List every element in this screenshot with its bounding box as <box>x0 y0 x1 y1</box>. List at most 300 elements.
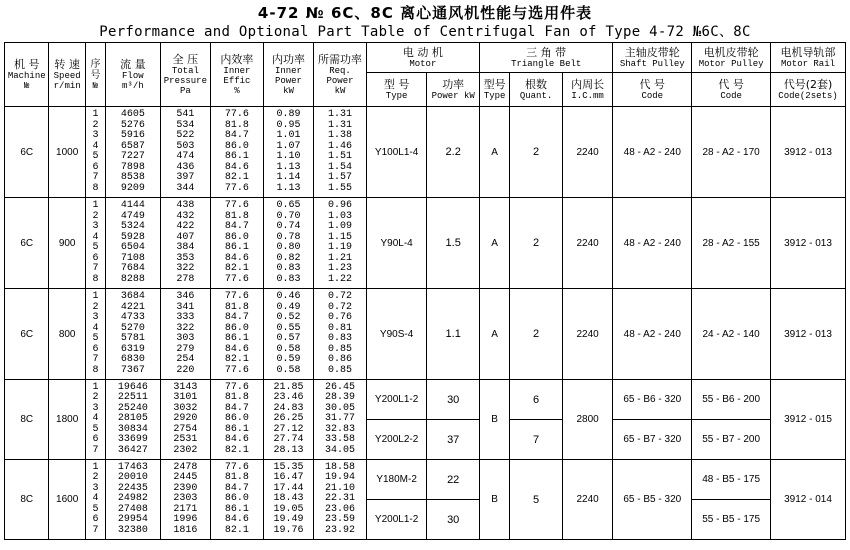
cell-line: 9209 <box>120 182 145 194</box>
req-power-cell <box>314 107 367 198</box>
cell-line: 7 <box>92 444 99 456</box>
belt-quant-cell: 2 <box>510 198 563 289</box>
cell-line: 0.85 <box>328 343 353 355</box>
cell-line: 1.31 <box>328 119 353 131</box>
cell-line: 27408 <box>117 503 148 515</box>
cell-line: 397 <box>176 172 195 183</box>
cell-line: 407 <box>176 231 195 243</box>
cell-line: 6 <box>92 514 99 526</box>
cell-line: 1.46 <box>328 140 353 152</box>
cell-line: 2445 <box>173 472 198 484</box>
cell-line: 1.19 <box>328 242 353 253</box>
cell-line: 28105 <box>117 413 148 425</box>
cell-line: 0.78 <box>276 231 301 243</box>
cell-line: 5916 <box>120 130 145 141</box>
cell-line: 30.05 <box>325 402 356 414</box>
req-power-cell <box>314 198 367 289</box>
cell-line: 1 <box>92 461 99 473</box>
speed-cell: 1600 <box>49 460 85 540</box>
belt-quant-cell: 5 <box>510 460 563 540</box>
cell-line: 4749 <box>120 210 145 222</box>
cell-line: 28.39 <box>325 392 356 404</box>
efficiency-cell <box>211 107 264 198</box>
cell-line: 82.1 <box>224 354 249 365</box>
belt-quant-cell: 6 <box>510 380 563 420</box>
motor-type-cell: Y90L-4 <box>366 198 427 289</box>
cell-line: 23.06 <box>325 503 356 515</box>
efficiency-cell <box>211 198 264 289</box>
cell-line: 2390 <box>173 482 198 494</box>
shaft-code-cell: 48 - A2 - 240 <box>613 289 692 380</box>
cell-line: 33.58 <box>325 434 356 446</box>
table-row-6c-1000 <box>5 107 846 198</box>
machine-cell: 6C <box>5 198 49 289</box>
cell-line: 7 <box>92 524 99 536</box>
cell-line: 5928 <box>120 231 145 243</box>
cell-line: 5 <box>92 333 99 344</box>
cell-line: 86.0 <box>224 493 249 505</box>
cell-line: 22.31 <box>325 493 356 505</box>
cell-line: 29954 <box>117 514 148 526</box>
cell-line: 1.14 <box>276 172 301 183</box>
cell-line: 0.52 <box>276 312 301 323</box>
header-belt-ic: 内周长 I.C.mm <box>562 73 613 107</box>
cell-line: 84.7 <box>224 402 249 414</box>
cell-line: 1.15 <box>328 231 353 243</box>
cell-line: 21.85 <box>273 381 304 393</box>
cell-line: 0.55 <box>276 322 301 334</box>
table-row-8c-1800 <box>5 380 846 420</box>
cell-line: 18.43 <box>273 493 304 505</box>
cell-line: 7108 <box>120 252 145 264</box>
rail-code-cell: 3912 - 013 <box>771 198 846 289</box>
motor-type-cell: Y100L1-4 <box>366 107 427 198</box>
speed-cell: 1000 <box>49 107 85 198</box>
header-belt-type: 型号 Type <box>479 73 509 107</box>
cell-line: 1.23 <box>328 263 353 274</box>
cell-line: 2754 <box>173 423 198 435</box>
cell-line: 4733 <box>120 312 145 323</box>
cell-line: 1 <box>92 109 99 120</box>
cell-line: 4 <box>92 231 99 243</box>
cell-line: 422 <box>176 221 195 232</box>
cell-line: 4605 <box>120 109 145 120</box>
motor-type-cell: Y200L2-2 <box>366 420 427 460</box>
belt-ic-cell: 2240 <box>562 198 613 289</box>
cell-line: 534 <box>176 119 195 131</box>
req-power-cell <box>314 460 367 540</box>
pressure-cell <box>160 380 211 460</box>
cell-line: 6 <box>92 343 99 355</box>
seq-cell <box>85 198 105 289</box>
motor-type-cell: Y90S-4 <box>366 289 427 380</box>
shaft-code-cell: 65 - B7 - 320 <box>613 420 692 460</box>
cell-line: 86.1 <box>224 242 249 253</box>
cell-line: 5276 <box>120 119 145 131</box>
cell-line: 31.77 <box>325 413 356 425</box>
efficiency-cell <box>211 289 264 380</box>
cell-line: 0.72 <box>328 291 353 302</box>
cell-line: 84.6 <box>224 161 249 173</box>
cell-line: 34.05 <box>325 444 356 456</box>
speed-cell: 1800 <box>49 380 85 460</box>
table-row-6c-800 <box>5 289 846 380</box>
belt-ic-cell: 2240 <box>562 460 613 540</box>
performance-table <box>4 42 846 540</box>
cell-line: 81.8 <box>224 301 249 313</box>
cell-line: 8288 <box>120 273 145 285</box>
seq-cell <box>85 460 105 540</box>
cell-line: 86.1 <box>224 333 249 344</box>
cell-line: 77.6 <box>224 109 249 120</box>
motor-type-cell: Y180M-2 <box>366 460 427 500</box>
cell-line: 18.58 <box>325 461 356 473</box>
cell-line: 322 <box>176 263 195 274</box>
cell-line: 6504 <box>120 242 145 253</box>
cell-line: 1.31 <box>328 109 353 120</box>
cell-line: 5324 <box>120 221 145 232</box>
cell-line: 0.49 <box>276 301 301 313</box>
machine-cell: 6C <box>5 289 49 380</box>
speed-cell: 800 <box>49 289 85 380</box>
rail-code-cell: 3912 - 013 <box>771 107 846 198</box>
cell-line: 77.6 <box>224 200 249 211</box>
cell-line: 254 <box>176 354 195 365</box>
cell-line: 22511 <box>117 392 148 404</box>
belt-type-cell: A <box>479 107 509 198</box>
cell-line: 86.0 <box>224 413 249 425</box>
pressure-cell <box>160 198 211 289</box>
cell-line: 4 <box>92 413 99 425</box>
motor-power-cell: 1.1 <box>427 289 480 380</box>
motor-power-cell: 37 <box>427 420 480 460</box>
cell-line: 86.1 <box>224 151 249 162</box>
cell-line: 474 <box>176 151 195 162</box>
belt-type-cell: A <box>479 198 509 289</box>
shaft-code-cell: 48 - A2 - 240 <box>613 198 692 289</box>
header-motor-pulley: 电机皮带轮 Motor Pulley <box>692 43 771 73</box>
cell-line: 7898 <box>120 161 145 173</box>
flow-cell <box>106 198 161 289</box>
cell-line: 23.59 <box>325 514 356 526</box>
pressure-cell <box>160 460 211 540</box>
header-pressure: 全 压 Total Pressure Pa <box>160 43 211 107</box>
cell-line: 21.10 <box>325 482 356 494</box>
cell-line: 27.74 <box>273 434 304 446</box>
cell-line: 22435 <box>117 482 148 494</box>
cell-line: 86.0 <box>224 231 249 243</box>
flow-cell <box>106 289 161 380</box>
cell-line: 8538 <box>120 172 145 183</box>
cell-line: 3 <box>92 221 99 232</box>
header-shaft-pulley: 主轴皮带轮 Shaft Pulley <box>613 43 692 73</box>
cell-line: 25240 <box>117 402 148 414</box>
cell-line: 84.6 <box>224 434 249 446</box>
cell-line: 77.6 <box>224 291 249 302</box>
cell-line: 1 <box>92 291 99 302</box>
shaft-code-cell: 65 - B5 - 320 <box>613 460 692 540</box>
cell-line: 1.55 <box>328 182 353 194</box>
inner-power-cell <box>263 380 314 460</box>
cell-line: 0.95 <box>276 119 301 131</box>
cell-line: 4144 <box>120 200 145 211</box>
cell-line: 0.70 <box>276 210 301 222</box>
cell-line: 0.80 <box>276 242 301 253</box>
inner-power-cell <box>263 107 314 198</box>
belt-type-cell: B <box>479 380 509 460</box>
cell-line: 0.59 <box>276 354 301 365</box>
belt-ic-cell: 2240 <box>562 107 613 198</box>
motor-code-cell: 28 - A2 - 155 <box>692 198 771 289</box>
cell-line: 7367 <box>120 364 145 376</box>
header-speed: 转 速 Speed r/min <box>49 43 85 107</box>
cell-line: 0.74 <box>276 221 301 232</box>
cell-line: 82.1 <box>224 263 249 274</box>
cell-line: 77.6 <box>224 273 249 285</box>
cell-line: 503 <box>176 140 195 152</box>
cell-line: 82.1 <box>224 444 249 456</box>
cell-line: 5 <box>92 503 99 515</box>
cell-line: 27.12 <box>273 423 304 435</box>
cell-line: 1816 <box>173 524 198 536</box>
cell-line: 32.83 <box>325 423 356 435</box>
page-title-cn: 4-72 № 6C、8C 离心通风机性能与选用件表 <box>257 4 593 22</box>
cell-line: 1.01 <box>276 130 301 141</box>
belt-type-cell: A <box>479 289 509 380</box>
header-seq: 序 号 № <box>85 43 105 107</box>
cell-line: 24982 <box>117 493 148 505</box>
cell-line: 5270 <box>120 322 145 334</box>
cell-line: 0.72 <box>328 301 353 313</box>
efficiency-cell <box>211 460 264 540</box>
cell-line: 19.05 <box>273 503 304 515</box>
cell-line: 1.57 <box>328 172 353 183</box>
cell-line: 1996 <box>173 514 198 526</box>
header-shaft-code: 代 号 Code <box>613 73 692 107</box>
belt-ic-cell: 2240 <box>562 289 613 380</box>
cell-line: 5 <box>92 423 99 435</box>
cell-line: 2303 <box>173 493 198 505</box>
header-belt-quant: 根数 Quant. <box>510 73 563 107</box>
cell-line: 1.51 <box>328 151 353 162</box>
cell-line: 7 <box>92 263 99 274</box>
cell-line: 8 <box>92 273 99 285</box>
cell-line: 2478 <box>173 461 198 473</box>
belt-ic-cell: 2800 <box>562 380 613 460</box>
cell-line: 1.09 <box>328 221 353 232</box>
cell-line: 84.6 <box>224 252 249 264</box>
cell-line: 2 <box>92 392 99 404</box>
cell-line: 220 <box>176 364 195 376</box>
cell-line: 4 <box>92 140 99 152</box>
cell-line: 23.92 <box>325 524 356 536</box>
cell-line: 0.83 <box>276 263 301 274</box>
cell-line: 7 <box>92 172 99 183</box>
cell-line: 84.7 <box>224 312 249 323</box>
cell-line: 17463 <box>117 461 148 473</box>
cell-line: 1 <box>92 200 99 211</box>
cell-line: 3 <box>92 482 99 494</box>
cell-line: 7684 <box>120 263 145 274</box>
motor-code-cell: 24 - A2 - 140 <box>692 289 771 380</box>
page-title-en: Performance and Optional Part Table of Centrifugal Fan of Type 4-72 №6C、8C <box>99 24 751 40</box>
motor-code-cell: 55 - B6 - 200 <box>692 380 771 420</box>
pressure-cell <box>160 289 211 380</box>
cell-line: 2531 <box>173 434 198 446</box>
header-efficiency: 内效率 Inner Effic % <box>211 43 264 107</box>
cell-line: 279 <box>176 343 195 355</box>
belt-type-cell: B <box>479 460 509 540</box>
cell-line: 7 <box>92 354 99 365</box>
cell-line: 84.6 <box>224 343 249 355</box>
motor-power-cell: 1.5 <box>427 198 480 289</box>
header-motor-type: 型 号 Type <box>366 73 427 107</box>
cell-line: 0.58 <box>276 343 301 355</box>
cell-line: 1.54 <box>328 161 353 173</box>
cell-line: 2920 <box>173 413 198 425</box>
cell-line: 77.6 <box>224 461 249 473</box>
cell-line: 1.13 <box>276 161 301 173</box>
cell-line: 19646 <box>117 381 148 393</box>
flow-cell <box>106 380 161 460</box>
cell-line: 86.1 <box>224 423 249 435</box>
cell-line: 1.07 <box>276 140 301 152</box>
header-motor-code: 代 号 Code <box>692 73 771 107</box>
pressure-cell <box>160 107 211 198</box>
cell-line: 333 <box>176 312 195 323</box>
cell-line: 86.0 <box>224 322 249 334</box>
shaft-code-cell: 48 - A2 - 240 <box>613 107 692 198</box>
header-machine: 机 号 Machine № <box>5 43 49 107</box>
rail-code-cell: 3912 - 015 <box>771 380 846 460</box>
cell-line: 2 <box>92 301 99 313</box>
cell-line: 0.82 <box>276 252 301 264</box>
cell-line: 8 <box>92 364 99 376</box>
req-power-cell <box>314 289 367 380</box>
cell-line: 5 <box>92 242 99 253</box>
inner-power-cell <box>263 198 314 289</box>
cell-line: 522 <box>176 130 195 141</box>
cell-line: 17.44 <box>273 482 304 494</box>
cell-line: 384 <box>176 242 195 253</box>
cell-line: 1.10 <box>276 151 301 162</box>
cell-line: 3101 <box>173 392 198 404</box>
motor-code-cell: 48 - B5 - 175 <box>692 460 771 500</box>
rail-code-cell: 3912 - 013 <box>771 289 846 380</box>
belt-quant-cell: 2 <box>510 289 563 380</box>
efficiency-cell <box>211 380 264 460</box>
machine-cell: 6C <box>5 107 49 198</box>
speed-cell: 900 <box>49 198 85 289</box>
inner-power-cell <box>263 289 314 380</box>
cell-line: 8 <box>92 182 99 194</box>
cell-line: 6 <box>92 434 99 446</box>
header-rail-code: 代号(2套) Code(2sets) <box>771 73 846 107</box>
cell-line: 436 <box>176 161 195 173</box>
cell-line: 24.83 <box>273 402 304 414</box>
motor-type-cell: Y200L1-2 <box>366 500 427 540</box>
cell-line: 3 <box>92 312 99 323</box>
header-flow: 流 量 Flow m³/h <box>106 43 161 107</box>
rail-code-cell: 3912 - 014 <box>771 460 846 540</box>
cell-line: 19.49 <box>273 514 304 526</box>
cell-line: 81.8 <box>224 472 249 484</box>
table-row-8c-1600 <box>5 460 846 500</box>
table-row-6c-900 <box>5 198 846 289</box>
cell-line: 3 <box>92 130 99 141</box>
cell-line: 6830 <box>120 354 145 365</box>
cell-line: 303 <box>176 333 195 344</box>
cell-line: 0.46 <box>276 291 301 302</box>
cell-line: 341 <box>176 301 195 313</box>
motor-power-cell: 30 <box>427 380 480 420</box>
header-motor-power: 功率 Power kW <box>427 73 480 107</box>
cell-line: 3032 <box>173 402 198 414</box>
cell-line: 0.81 <box>328 322 353 334</box>
cell-line: 1.03 <box>328 210 353 222</box>
seq-cell <box>85 380 105 460</box>
cell-line: 77.6 <box>224 364 249 376</box>
cell-line: 0.85 <box>328 364 353 376</box>
motor-power-cell: 2.2 <box>427 107 480 198</box>
cell-line: 19.76 <box>273 524 304 536</box>
cell-line: 1.38 <box>328 130 353 141</box>
cell-line: 6 <box>92 161 99 173</box>
cell-line: 344 <box>176 182 195 194</box>
cell-line: 0.65 <box>276 200 301 211</box>
cell-line: 16.47 <box>273 472 304 484</box>
motor-code-cell: 55 - B5 - 175 <box>692 500 771 540</box>
cell-line: 82.1 <box>224 172 249 183</box>
cell-line: 322 <box>176 322 195 334</box>
cell-line: 0.57 <box>276 333 301 344</box>
cell-line: 28.13 <box>273 444 304 456</box>
cell-line: 2 <box>92 472 99 484</box>
seq-cell <box>85 289 105 380</box>
cell-line: 32380 <box>117 524 148 536</box>
req-power-cell <box>314 380 367 460</box>
cell-line: 86.1 <box>224 503 249 515</box>
cell-line: 0.58 <box>276 364 301 376</box>
cell-line: 2171 <box>173 503 198 515</box>
cell-line: 15.35 <box>273 461 304 473</box>
cell-line: 438 <box>176 200 195 211</box>
cell-line: 1.22 <box>328 273 353 285</box>
cell-line: 0.89 <box>276 109 301 120</box>
header-belt: 三 角 带 Triangle Belt <box>479 43 612 73</box>
cell-line: 3684 <box>120 291 145 302</box>
cell-line: 1.21 <box>328 252 353 264</box>
inner-power-cell <box>263 460 314 540</box>
cell-line: 0.76 <box>328 312 353 323</box>
cell-line: 5 <box>92 151 99 162</box>
cell-line: 5781 <box>120 333 145 344</box>
cell-line: 23.46 <box>273 392 304 404</box>
cell-line: 346 <box>176 291 195 302</box>
motor-code-cell: 28 - A2 - 170 <box>692 107 771 198</box>
cell-line: 3143 <box>173 381 198 393</box>
motor-power-cell: 30 <box>427 500 480 540</box>
cell-line: 77.6 <box>224 381 249 393</box>
cell-line: 81.8 <box>224 392 249 404</box>
cell-line: 26.25 <box>273 413 304 425</box>
cell-line: 77.6 <box>224 182 249 194</box>
cell-line: 7227 <box>120 151 145 162</box>
machine-cell: 8C <box>5 380 49 460</box>
cell-line: 0.86 <box>328 354 353 365</box>
belt-quant-cell: 2 <box>510 107 563 198</box>
cell-line: 4221 <box>120 301 145 313</box>
